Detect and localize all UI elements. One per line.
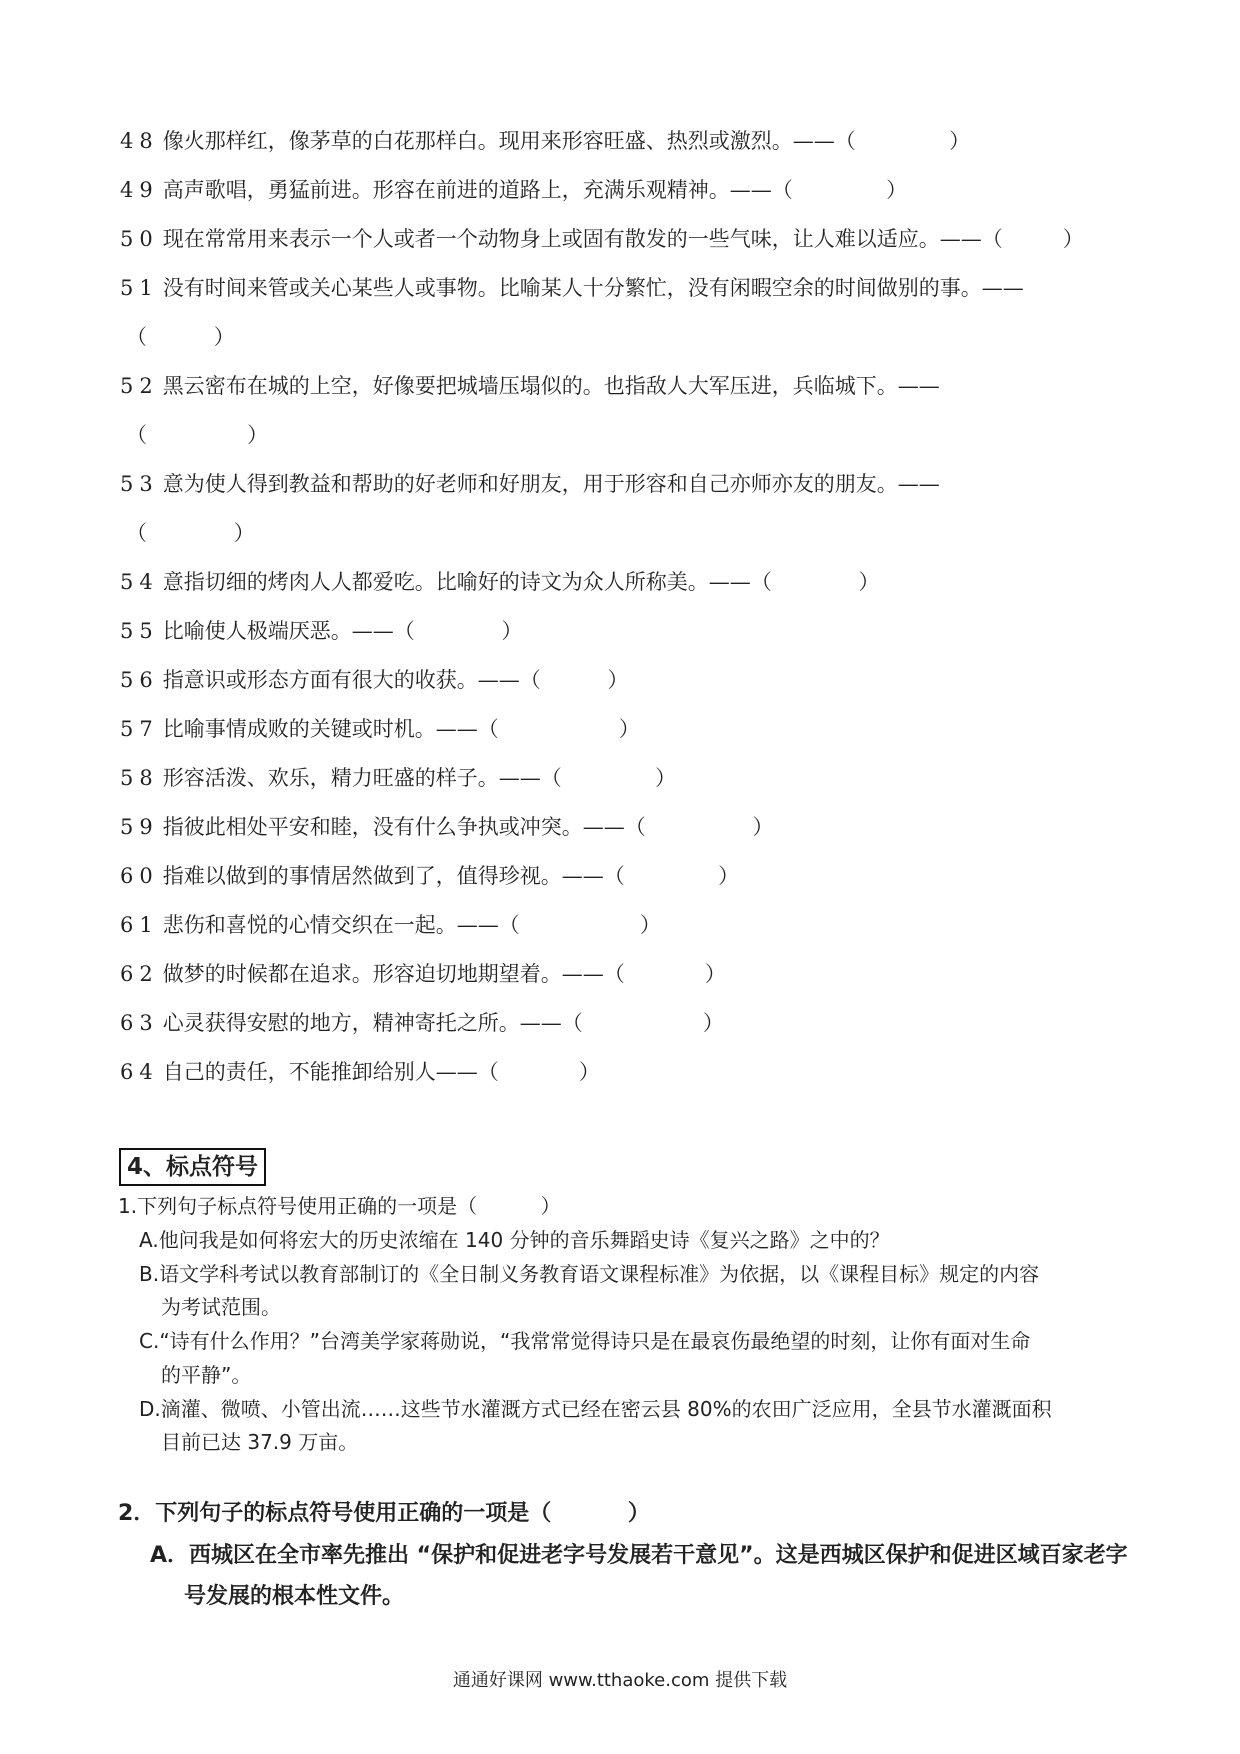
item-48: 48 像火那样红，像茅草的白花那样白。现用来形容旺盛、热烈或激烈。——（ ） xyxy=(120,129,971,153)
item-64: 64 自己的责任，不能推卸给别人——（ ） xyxy=(120,1060,600,1084)
item-51-answer: （ ） xyxy=(126,325,235,349)
question-1-stem: 1.下列句子标点符号使用正确的一项是（ ） xyxy=(118,1194,561,1218)
item-63: 63 心灵获得安慰的地方，精神寄托之所。——（ ） xyxy=(120,1011,724,1035)
question-2-option-a-cont: 号发展的根本性文件。 xyxy=(184,1584,405,1609)
question-1-option-a: A.他问我是如何将宏大的历史浓缩在 140 分钟的音乐舞蹈史诗《复兴之路》之中的？ xyxy=(139,1228,890,1252)
item-58: 58 形容活泼、欢乐，精力旺盛的样子。——（ ） xyxy=(120,766,677,790)
question-1-option-c-cont: 的平静”。 xyxy=(161,1363,252,1387)
item-50: 50 现在常常用来表示一个人或者一个动物身上或固有散发的一些气味，让人难以适应。——（ ） xyxy=(120,227,1084,251)
question-1-option-b: B.语文学科考试以教育部制订的《全日制义务教育语文课程标准》为依据，以《课程目标》规定的内容 xyxy=(139,1262,1040,1286)
item-56: 56 指意识或形态方面有很大的收获。——（ ） xyxy=(120,668,629,692)
item-61: 61 悲伤和喜悦的心情交织在一起。——（ ） xyxy=(120,913,661,937)
item-51: 51 没有时间来管或关心某些人或事物。比喻某人十分繁忙，没有闲暇空余的时间做别的事。—— xyxy=(120,276,1024,300)
question-2-option-a: A．西城区在全市率先推出 “保护和促进老字号发展若干意见”。这是西城区保护和促进区域百家老字 xyxy=(150,1543,1128,1568)
question-1-option-c: C.“诗有什么作用？”台湾美学家蒋勋说，“我常常觉得诗只是在最哀伤最绝望的时刻，让你有面对生命 xyxy=(139,1329,1031,1353)
item-52-answer: （ ） xyxy=(126,423,269,447)
item-59: 59 指彼此相处平安和睦，没有什么争执或冲突。——（ ） xyxy=(120,815,774,839)
item-62: 62 做梦的时候都在追求。形容迫切地期望着。——（ ） xyxy=(120,962,726,986)
item-52: 52 黑云密布在城的上空，好像要把城墙压塌似的。也指敌人大军压进，兵临城下。—— xyxy=(120,374,940,398)
item-49: 49 高声歌唱，勇猛前进。形容在前进的道路上，充满乐观精神。——（ ） xyxy=(120,178,908,202)
section-title: 4、标点符号 xyxy=(119,1148,266,1186)
item-55: 55 比喻使人极端厌恶。——（ ） xyxy=(120,619,523,643)
question-1-option-d: D.滴灌、微喷、小管出流……这些节水灌溉方式已经在密云县 80%的农田广泛应用，全县节水灌溉面积 xyxy=(139,1397,1052,1421)
footer-text: 通通好课网 www.tthaoke.com 提供下载 xyxy=(452,1670,788,1691)
question-1-option-b-cont: 为考试范围。 xyxy=(161,1295,281,1319)
item-53-answer: （ ） xyxy=(126,521,255,545)
item-57: 57 比喻事情成败的关键或时机。——（ ） xyxy=(120,717,640,741)
question-1-option-d-cont: 目前已达 37.9 万亩。 xyxy=(161,1430,359,1454)
item-60: 60 指难以做到的事情居然做到了，值得珍视。——（ ） xyxy=(120,864,740,888)
question-2-stem: 2．下列句子的标点符号使用正确的一项是（ ） xyxy=(118,1501,650,1526)
item-53: 53 意为使人得到教益和帮助的好老师和好朋友，用于形容和自己亦师亦友的朋友。—— xyxy=(120,472,940,496)
item-54: 54 意指切细的烤肉人人都爱吃。比喻好的诗文为众人所称美。——（ ） xyxy=(120,570,880,594)
